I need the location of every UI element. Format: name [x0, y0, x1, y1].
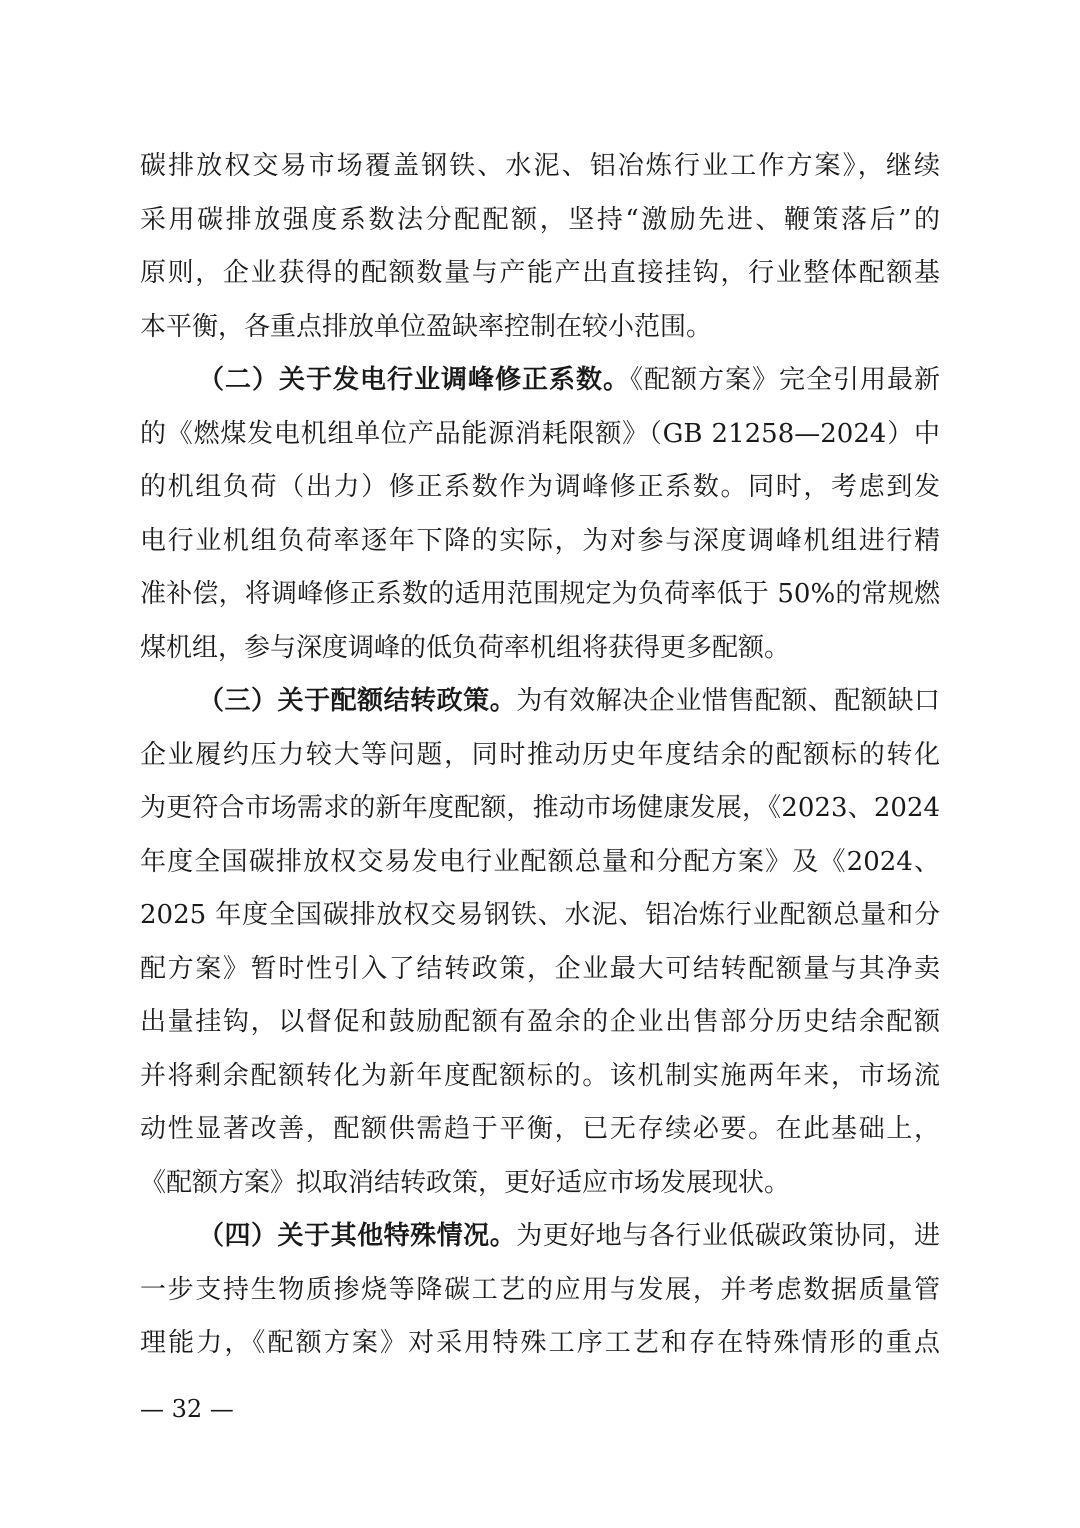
section-heading: （二）关于发电行业调峰修正系数。 [198, 365, 630, 395]
text-line: 一步支持生物质掺烧等降碳工艺的应用与发展，并考虑数据质量管 [140, 1274, 940, 1305]
text-line: 2025 年度全国碳排放权交易钢铁、水泥、铝冶炼行业配额总量和分 [140, 900, 940, 930]
text-line: 本平衡，各重点排放单位盈缺率控制在较小范围。 [140, 311, 713, 342]
text-line-first [140, 675, 940, 729]
text-line: 电行业机组负荷率逐年下降的实际，为对参与深度调峰机组进行精 [140, 525, 940, 556]
text-line: 的机组负荷（出力）修正系数作为调峰修正系数。同时，考虑到发 [140, 472, 940, 502]
text-line-first [140, 1210, 940, 1264]
text-line: 年度全国碳排放权交易发电行业配额总量和分配方案》及《2024、 [140, 846, 940, 877]
text-run: 为有效解决企业惜售配额、配额缺口 [516, 686, 940, 716]
paragraph-peak-shaving [140, 354, 940, 675]
text-line: 碳排放权交易市场覆盖钢铁、水泥、铝冶炼行业工作方案》，继续 [140, 151, 940, 181]
section-heading: （四）关于其他特殊情况。 [198, 1221, 517, 1251]
text-line: 企业履约压力较大等问题，同时推动历史年度结余的配额标的转化 [140, 739, 940, 770]
document-body [140, 140, 940, 1371]
text-line: 理能力，《配额方案》对采用特殊工序工艺和存在特殊情形的重点 [140, 1328, 940, 1358]
text-line: 并将剩余配额转化为新年度配额标的。该机制实施两年来，市场流 [140, 1060, 940, 1091]
text-line: 为更符合市场需求的新年度配额，推动市场健康发展，《2023、2024 [140, 793, 940, 823]
text-run: 为更好地与各行业低碳政策协同，进 [516, 1221, 940, 1251]
text-line: 出量挂钩，以督促和鼓励配额有盈余的企业出售部分历史结余配额 [140, 1007, 940, 1037]
paragraph-carryover-policy [140, 675, 940, 1210]
section-heading: （三）关于配额结转政策。 [198, 686, 517, 716]
text-line: 采用碳排放强度系数法分配配额，坚持“激励先进、鞭策落后”的 [140, 204, 940, 235]
text-line: 准补偿，将调峰修正系数的适用范围规定为负荷率低于 50%的常规燃 [140, 579, 940, 609]
text-line: 原则，企业获得的配额数量与产能产出直接挂钩，行业整体配额基 [140, 258, 940, 288]
paragraph-special-cases [140, 1210, 940, 1371]
text-line: 的《燃煤发电机组单位产品能源消耗限额》（GB 21258—2024）中 [140, 418, 940, 449]
page-number: — 32 — [140, 1395, 234, 1423]
paragraph-continuation [140, 140, 940, 354]
text-line: 配方案》暂时性引入了结转政策，企业最大可结转配额量与其净卖 [140, 953, 940, 984]
text-line-first [140, 354, 940, 408]
text-line: 《配额方案》拟取消结转政策，更好适应市场发展现状。 [140, 1167, 791, 1198]
text-run: 《配额方案》完全引用最新 [629, 365, 940, 395]
text-line: 煤机组，参与深度调峰的低负荷率机组将获得更多配额。 [140, 632, 791, 663]
text-line: 动性显著改善，配额供需趋于平衡，已无存续必要。在此基础上， [140, 1114, 940, 1144]
